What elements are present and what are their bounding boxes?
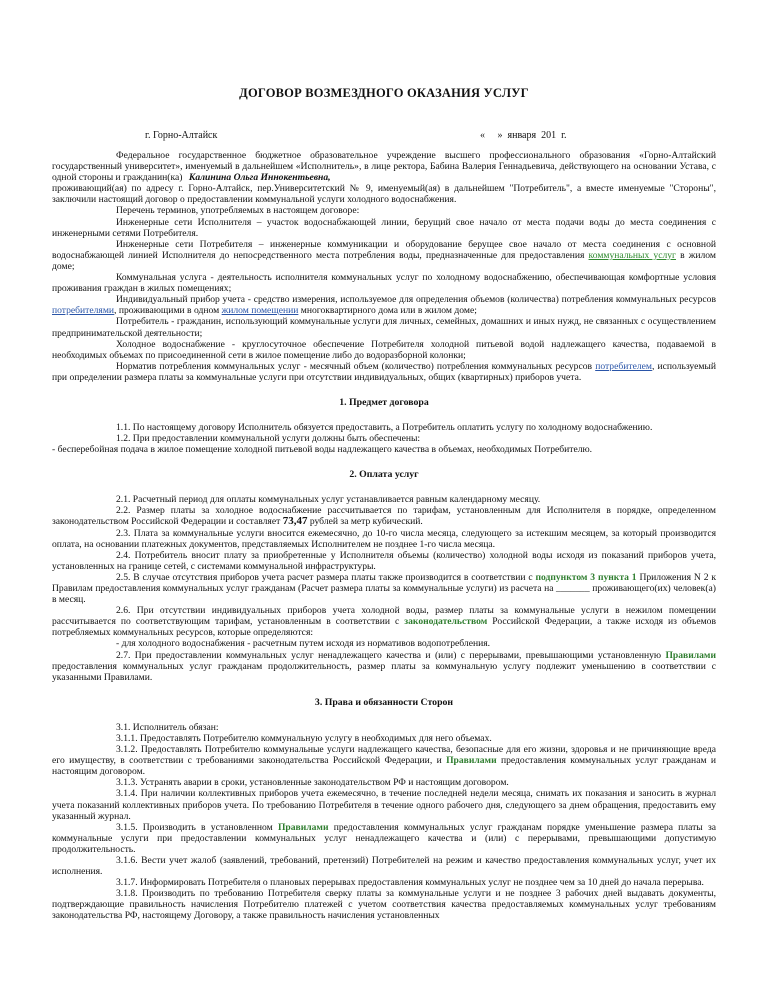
clause-3-1-4: 3.1.4. При наличии коллективных приборов учета ежемесячно, в течение последней недели месяца, снимать их показания и заносить в журнал учета показаний коллективных приборов учета. По требованию Потребителя в течение одного рабочего дня, следующего за днем обращения, предоставить ему указанный журнал. — [52, 788, 716, 822]
term-consumption-norm — [52, 361, 716, 383]
clause-1-2-item: - бесперебойная подача в жилое помещение холодной питьевой воды надлежащего качества в объемах, необходимых Потребителю. — [52, 444, 593, 456]
clause-text: 2.2. Размер платы за холодное водоснабжение рассчитывается по тарифам, установленным для Исполнителя в порядке, определенном законодательством Российской Федерации и составляет — [52, 505, 716, 528]
intro-paragraph — [52, 150, 716, 183]
clause-text: 2.7. При предоставлении коммунальных услуг ненадлежащего качества и (или) с перерывами, превышающими установленную — [116, 649, 662, 661]
clause-3-1-8: 3.1.8. Производить по требованию Потребителя сверку платы за коммунальные услуги и не позднее 3 рабочих дней выдавать документы, подтверждающие правильность начисления Потребителю платежей с учетом соответствия качества предоставляемых коммунальных услуг требованиям законодательства РФ, настоящему Договору, а также правильность начисления установленных — [52, 888, 716, 922]
term-text: Норматив потребления коммунальных услуг - месячный объем (количество) потребления коммунальных ресурсов — [116, 360, 593, 372]
clause-2-1: 2.1. Расчетный период для оплаты коммунальных услуг устанавливается равным календарному месяцу. — [116, 494, 541, 506]
link-consumer[interactable]: потребителем — [595, 360, 652, 372]
term-text: многоквартирного дома или в жилом доме; — [300, 305, 477, 317]
term-text: , используемый при определении размера платы за коммунальные услуги при отсутствии индивидуальных, общих (квартирных) приборов учета. — [52, 360, 716, 383]
term-communal-service: Коммунальная услуга - деятельность исполнителя коммунальных услуг по холодному водоснабжению, обеспечивающая комфортные условия проживания граждан в жилых помещениях; — [52, 272, 716, 295]
clause-text: расчета на _______ проживающего(их) человек(а) в месяц. — [52, 583, 716, 606]
consumer-name: Калинина Ольга Иннокентьевна, — [188, 172, 331, 184]
term-text: Инженерные сети Потребителя – инженерные коммуникации и оборудование берущее свое начало от места соединения с основной водоснабжающей линией Исполнителя до непосредственного места потребления воды, предназначенные для предоставления — [52, 238, 716, 261]
clause-text: предоставления коммунальных услуг гражданам продолжительность, размер платы за коммунальную услугу подлежит уменьшению в соответствии с указанными Правилами. — [52, 660, 716, 683]
clause-2-6-item: - для холодного водоснабжения - расчетным путем исходя из нормативов водопотребления. — [116, 638, 491, 650]
section-1-heading: 1. Предмет договора — [339, 396, 429, 408]
term-text: , проживающими в одном — [114, 305, 220, 317]
intro-text-a: Федеральное государственное бюджетное образовательное учреждение высшего профессионального образования «Горно-Алтайский государственный университет», именуемый в дальнейшем «Исполнитель», в лице ректора, Бабина Валерия Геннадьевича, действующего на основании Устава, с одной стороны и гражданин(ка) — [52, 150, 716, 184]
clause-2-7 — [52, 650, 716, 683]
link-rules[interactable]: Правилами — [665, 649, 716, 661]
term-cold-water: Холодное водоснабжение - круглосуточное обеспечение Потребителя холодной питьевой водой надлежащего качества, подаваемой в необходимых объемах по присоединенной сети в жилое помещение либо до водоразборной колонки; — [52, 338, 716, 361]
clause-text: предоставления коммунальных услуг гражданам порядке уменьшение размера платы за коммунальные услуги при предоставлении коммунальных услуг ненадлежащего качества и (или) с перерывами, превышающими допустимую продолжительность. — [52, 821, 716, 855]
clause-text: предоставления коммунальных услуг гражданам и настоящим договором. — [52, 755, 717, 778]
section-2-heading: 2. Оплата услуг — [349, 469, 419, 481]
clause-1-1: 1.1. По настоящему договору Исполнитель обязуется предоставить, а Потребитель оплатить услугу по холодному водоснабжению. — [116, 421, 653, 433]
intro-paragraph-cont: проживающий(ая) по адресу г. Горно-Алтайск, пер.Университетский № 9, именуемый(ая) в дальнейшем "Потребитель", а вместе именуемые "Стороны", заключили настоящий договор о предоставлении коммунальной услуги холодного водоснабжения. — [52, 183, 716, 206]
clause-2-5 — [52, 572, 716, 605]
link-living-premises[interactable]: жилом помещении — [221, 305, 299, 317]
section-3-heading: 3. Права и обязанности Сторон — [314, 696, 454, 708]
clause-text: 2.6. При отсутствии индивидуальных приборов учета холодной воды, размер платы за коммунальные услуги в нежилом помещении рассчитывается по соответствующим тарифам, установленным в соответствии с — [52, 605, 716, 628]
term-individual-meter — [52, 294, 716, 316]
term-text: в жилом доме; — [52, 249, 716, 272]
link-consumers[interactable]: потребителями — [52, 305, 115, 317]
clause-text: Приложения N 2 к Правилам предоставления коммунальных услуг гражданам (Расчет размера платы за коммунальные услуги) из — [52, 571, 716, 594]
clause-3-1-5 — [52, 822, 716, 855]
term-text: Индивидуальный прибор учета - средство измерения, используемое для определения объемов (количества) потребления коммунальных ресурсов — [116, 294, 716, 306]
clause-text: Российской Федерации, а также исходя из объемов потребляемых коммунальных ресурсов, которые определяются: — [52, 616, 717, 639]
clause-text: 2.5. В случае отсутствия приборов учета расчет размера платы также производится в соответствии с — [116, 571, 533, 583]
contract-city: г. Горно-Алтайск — [145, 130, 218, 141]
contract-date: « » января 201 г. — [480, 130, 567, 141]
document-title: ДОГОВОР ВОЗМЕЗДНОГО ОКАЗАНИЯ УСЛУГ — [239, 86, 529, 100]
term-consumer-networks — [52, 239, 716, 272]
term-executor-networks: Инженерные сети Исполнителя – участок водоснабжающей линии, берущий свое начало от места подачи воды до места соединения с инженерными сетями Потребителя. — [52, 216, 716, 239]
clause-2-4: 2.4. Потребитель вносит плату за приобретенные у Исполнителя объемы (количество) холодной воды исходя из показаний приборов учета, установленных на границе сетей, с системами коммунальной инфраструктуры. — [52, 549, 716, 572]
clause-3-1-7: 3.1.7. Информировать Потребителя о плановых перерывах предоставления коммунальных услуг не позднее чем за 10 дней до начала перерыва. — [116, 877, 704, 889]
clause-text: 3.1.2. Предоставлять Потребителю коммунальные услуги надлежащего качества, безопасные для его жизни, здоровья и не причиняющие вреда его имуществу, в соответствии с требованиями законодательства Российской Федерации, и — [52, 744, 716, 767]
clause-2-6 — [52, 605, 716, 638]
document-body — [52, 150, 716, 922]
clause-3-1: 3.1. Исполнитель обязан: — [116, 721, 219, 733]
tariff-price: 73,47 — [282, 515, 308, 528]
clause-2-2 — [52, 505, 716, 527]
link-rules[interactable]: Правилами — [446, 755, 497, 767]
terms-header: Перечень терминов, употребляемых в настоящем договоре: — [116, 205, 360, 217]
clause-3-1-3: 3.1.3. Устранять аварии в сроки, установленные законодательством РФ и настоящим договором. — [116, 777, 509, 789]
link-communal-services[interactable]: коммунальных услуг — [588, 249, 676, 261]
clause-text: рублей за метр кубический. — [309, 516, 423, 528]
link-subpoint-3[interactable]: подпунктом 3 пункта 1 — [535, 571, 637, 583]
clause-3-1-6: 3.1.6. Вести учет жалоб (заявлений, требований, претензий) Потребителей на режим и качество предоставления коммунальных услуг, учет их исполнения. — [52, 854, 716, 878]
link-rules[interactable]: Правилами — [277, 821, 329, 833]
clause-text: 3.1.5. Производить в установленном — [116, 821, 273, 833]
clause-3-1-2 — [52, 744, 716, 777]
clause-2-3: 2.3. Плата за коммунальные услуги вносится ежемесячно, до 10-го числа месяца, следующего за истекшим месяцем, за который производится оплата, на основании платежных документов, представляемых Исполнителем не позднее 1-го числа месяца. — [52, 527, 716, 550]
clause-3-1-1: 3.1.1. Предоставлять Потребителю коммунальную услугу в необходимых для него объемах. — [116, 732, 492, 744]
link-legislation[interactable]: законодательством — [404, 616, 488, 628]
clause-1-2: 1.2. При предоставлении коммунальной услуги должны быть обеспечены: — [116, 433, 421, 445]
term-consumer: Потребитель - гражданин, использующий коммунальные услуги для личных, семейных, домашних и иных нужд, не связанных с осуществлением предпринимательской деятельности; — [52, 316, 716, 339]
